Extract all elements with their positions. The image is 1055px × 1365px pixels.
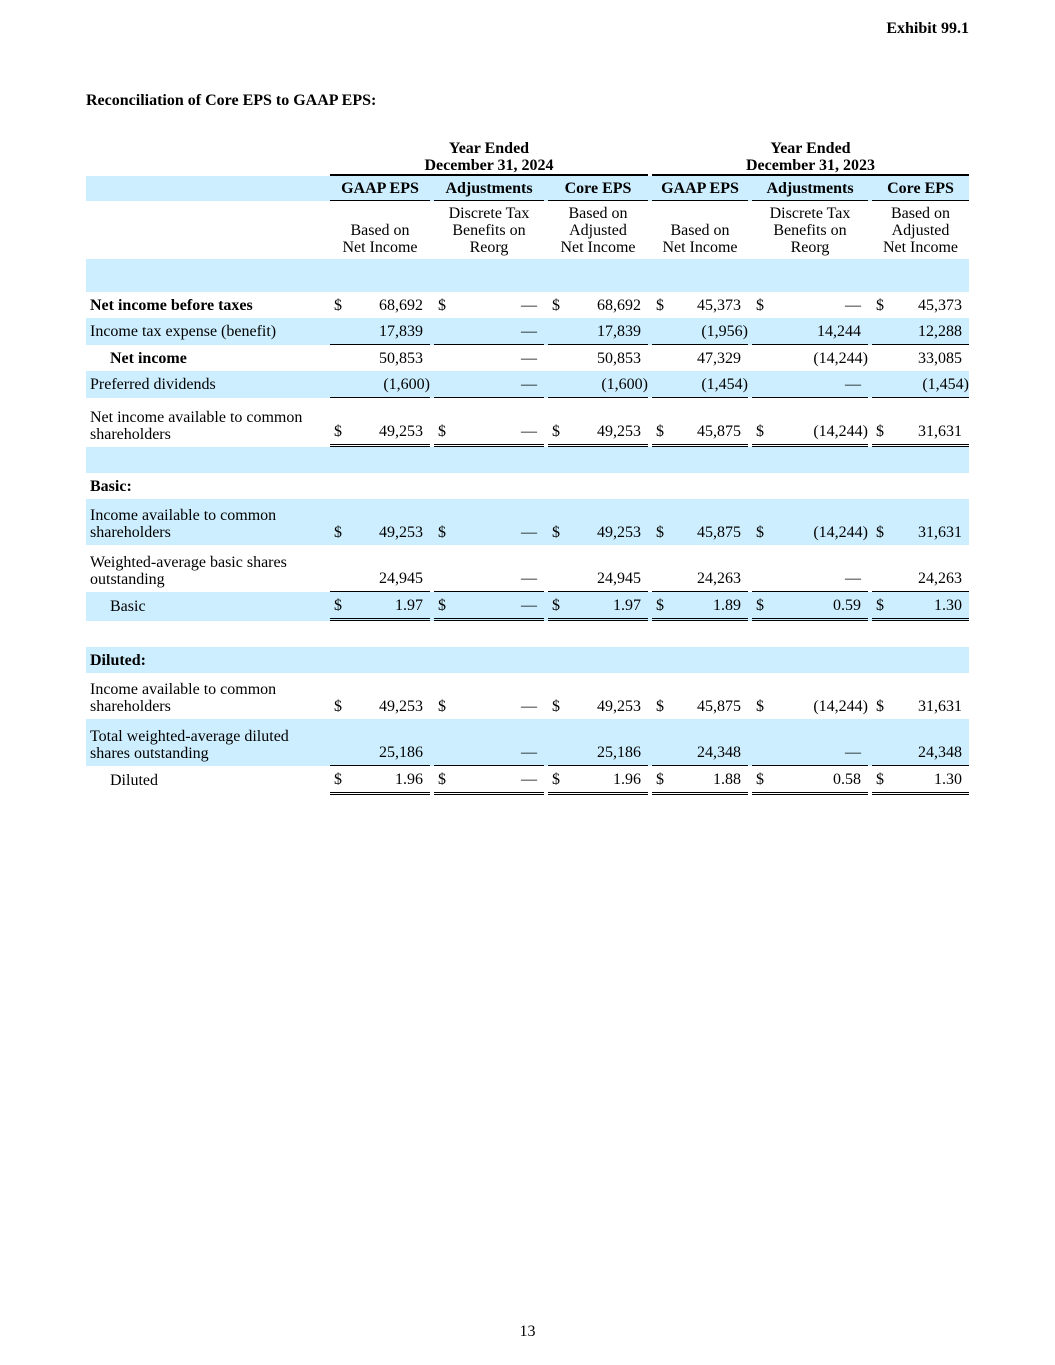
currency-sign: $: [438, 296, 446, 314]
currency-sign: $: [552, 296, 560, 314]
cell-value: 24,945: [568, 545, 648, 592]
table-row: [86, 673, 969, 719]
currency-sign: $: [548, 766, 568, 795]
section-header-row: [86, 473, 969, 499]
cell-value: (14,244): [772, 499, 868, 545]
row-label: Weighted-average basic shares outstanding: [90, 554, 287, 588]
cell-value: 12,288: [892, 318, 969, 345]
cell-value: (1,600): [568, 371, 648, 398]
currency-sign: $: [872, 592, 892, 621]
cell-value: 24,263: [672, 545, 748, 592]
page-title: Reconciliation of Core EPS to GAAP EPS:: [86, 92, 377, 109]
table-row: [86, 371, 969, 398]
cell-value: 45,875: [672, 499, 748, 545]
currency-sign: $: [872, 499, 892, 545]
cell-value: —: [521, 698, 537, 715]
currency-sign: $: [872, 398, 892, 447]
row-label: Preferred dividends: [86, 371, 330, 398]
cell-value: —: [454, 592, 544, 621]
cell-value: —: [454, 719, 544, 766]
currency-sign: $: [652, 398, 672, 447]
col-subheader: Discrete Tax Benefits on Reorg: [448, 205, 530, 256]
col-subheader: Based on Adjusted Net Income: [882, 205, 959, 256]
cell-value: (14,244): [813, 698, 868, 715]
col-subheader: Based on Net Income: [342, 222, 418, 256]
currency-sign: $: [752, 766, 772, 795]
currency-sign: $: [656, 296, 664, 314]
cell-value: (1,956): [672, 318, 748, 345]
currency-sign: $: [548, 499, 568, 545]
cell-value: 24,263: [892, 545, 969, 592]
cell-value: 1.30: [892, 592, 969, 621]
cell-value: 33,085: [918, 349, 962, 367]
col-subheader: Based on Net Income: [662, 222, 738, 256]
cell-value: (14,244): [772, 398, 868, 447]
cell-value: 0.58: [772, 766, 868, 795]
table-row: [86, 345, 969, 371]
col-subheader: Discrete Tax Benefits on Reorg: [769, 205, 851, 256]
section-label-basic: Basic:: [90, 477, 132, 495]
cell-value: —: [772, 371, 868, 398]
currency-sign: $: [652, 766, 672, 795]
cell-value: 45,875: [697, 698, 741, 715]
cell-value: (14,244): [813, 349, 868, 367]
table-row: [86, 398, 969, 447]
currency-sign: $: [552, 698, 560, 715]
cell-value: —: [454, 766, 544, 795]
cell-value: 31,631: [892, 398, 969, 447]
page-number: 13: [519, 1323, 536, 1340]
cell-value: 49,253: [568, 499, 648, 545]
currency-sign: $: [330, 766, 350, 795]
col-header-adjustments-2024: Adjustments: [434, 176, 544, 201]
spacer-row: [86, 259, 969, 292]
currency-sign: $: [548, 592, 568, 621]
table-row: [86, 545, 969, 592]
row-label: Basic: [86, 592, 330, 621]
period-2024-header: Year Ended December 31, 2024: [330, 140, 648, 176]
period-header-row: [86, 140, 969, 176]
currency-sign: $: [652, 499, 672, 545]
cell-value: 17,839: [568, 318, 648, 345]
table-row: [86, 719, 969, 766]
cell-value: 45,373: [918, 296, 962, 314]
cell-value: —: [521, 349, 537, 367]
col-subheader: Based on Adjusted Net Income: [560, 205, 636, 256]
table-row: [86, 592, 969, 621]
col-header-gaap-2024: GAAP EPS: [330, 176, 430, 201]
column-header-row: [86, 176, 969, 201]
cell-value: 0.59: [772, 592, 868, 621]
cell-value: 1.97: [568, 592, 648, 621]
cell-value: 45,875: [672, 398, 748, 447]
currency-sign: $: [756, 698, 764, 715]
table-row: [86, 318, 969, 345]
eps-reconciliation-table: [86, 140, 969, 795]
currency-sign: $: [334, 698, 342, 715]
col-header-core-2024: Core EPS: [548, 176, 648, 201]
cell-value: 14,244: [772, 318, 868, 345]
row-label: Income available to common shareholders: [86, 499, 330, 545]
currency-sign: $: [656, 698, 664, 715]
row-label: Net income: [110, 349, 187, 367]
cell-value: 1.88: [672, 766, 748, 795]
cell-value: —: [521, 296, 537, 314]
exhibit-label: Exhibit 99.1: [886, 20, 969, 37]
row-label: Income available to common shareholders: [90, 681, 277, 715]
currency-sign: $: [548, 398, 568, 447]
cell-value: —: [772, 545, 868, 592]
currency-sign: $: [876, 698, 884, 715]
currency-sign: $: [334, 296, 342, 314]
cell-value: 49,253: [350, 499, 430, 545]
cell-value: 24,348: [672, 719, 748, 766]
cell-value: 1.30: [892, 766, 969, 795]
currency-sign: $: [752, 499, 772, 545]
cell-value: 50,853: [597, 349, 641, 367]
cell-value: (1,454): [892, 371, 969, 398]
cell-value: 68,692: [597, 296, 641, 314]
cell-value: 45,373: [697, 296, 741, 314]
row-label: Diluted: [110, 772, 158, 789]
cell-value: 25,186: [350, 719, 430, 766]
spacer-row: [86, 621, 969, 647]
cell-value: 49,253: [568, 398, 648, 447]
currency-sign: $: [752, 592, 772, 621]
cell-value: —: [454, 499, 544, 545]
table-row: [86, 766, 969, 795]
currency-sign: $: [752, 398, 772, 447]
cell-value: 50,853: [379, 349, 423, 367]
currency-sign: $: [756, 296, 764, 314]
cell-value: 49,253: [379, 698, 423, 715]
currency-sign: $: [330, 499, 350, 545]
row-label: Net income before taxes: [90, 296, 253, 314]
currency-sign: $: [330, 592, 350, 621]
table-row: [86, 292, 969, 318]
cell-value: 1.89: [672, 592, 748, 621]
currency-sign: $: [330, 398, 350, 447]
cell-value: 49,253: [350, 398, 430, 447]
cell-value: 1.96: [568, 766, 648, 795]
cell-value: —: [454, 318, 544, 345]
cell-value: —: [845, 296, 861, 314]
currency-sign: $: [434, 499, 454, 545]
cell-value: 1.96: [350, 766, 430, 795]
cell-value: (1,600): [350, 371, 430, 398]
cell-value: —: [454, 371, 544, 398]
column-subheader-row: [86, 201, 969, 259]
cell-value: 31,631: [918, 698, 962, 715]
section-label-diluted: Diluted:: [86, 647, 330, 673]
cell-value: 49,253: [597, 698, 641, 715]
currency-sign: $: [434, 766, 454, 795]
row-label: Total weighted-average diluted shares outstanding: [86, 719, 330, 766]
cell-value: —: [772, 719, 868, 766]
cell-value: (1,454): [672, 371, 748, 398]
cell-value: 25,186: [568, 719, 648, 766]
currency-sign: $: [434, 398, 454, 447]
cell-value: 31,631: [892, 499, 969, 545]
cell-value: 47,329: [697, 349, 741, 367]
currency-sign: $: [872, 766, 892, 795]
currency-sign: $: [438, 698, 446, 715]
period-2023-header: Year Ended December 31, 2023: [652, 140, 969, 176]
table-row: [86, 499, 969, 545]
currency-sign: $: [434, 592, 454, 621]
col-header-gaap-2023: GAAP EPS: [652, 176, 748, 201]
cell-value: —: [454, 545, 544, 592]
currency-sign: $: [876, 296, 884, 314]
col-header-core-2023: Core EPS: [872, 176, 969, 201]
cell-value: 68,692: [379, 296, 423, 314]
spacer-row: [86, 447, 969, 473]
section-header-row: [86, 647, 969, 673]
cell-value: 1.97: [350, 592, 430, 621]
col-header-adjustments-2023: Adjustments: [752, 176, 868, 201]
currency-sign: $: [652, 592, 672, 621]
cell-value: 24,945: [350, 545, 430, 592]
cell-value: —: [454, 398, 544, 447]
cell-value: 17,839: [350, 318, 430, 345]
cell-value: 24,348: [892, 719, 969, 766]
row-label: Income tax expense (benefit): [86, 318, 330, 345]
row-label: Net income available to common shareholders: [90, 409, 303, 443]
